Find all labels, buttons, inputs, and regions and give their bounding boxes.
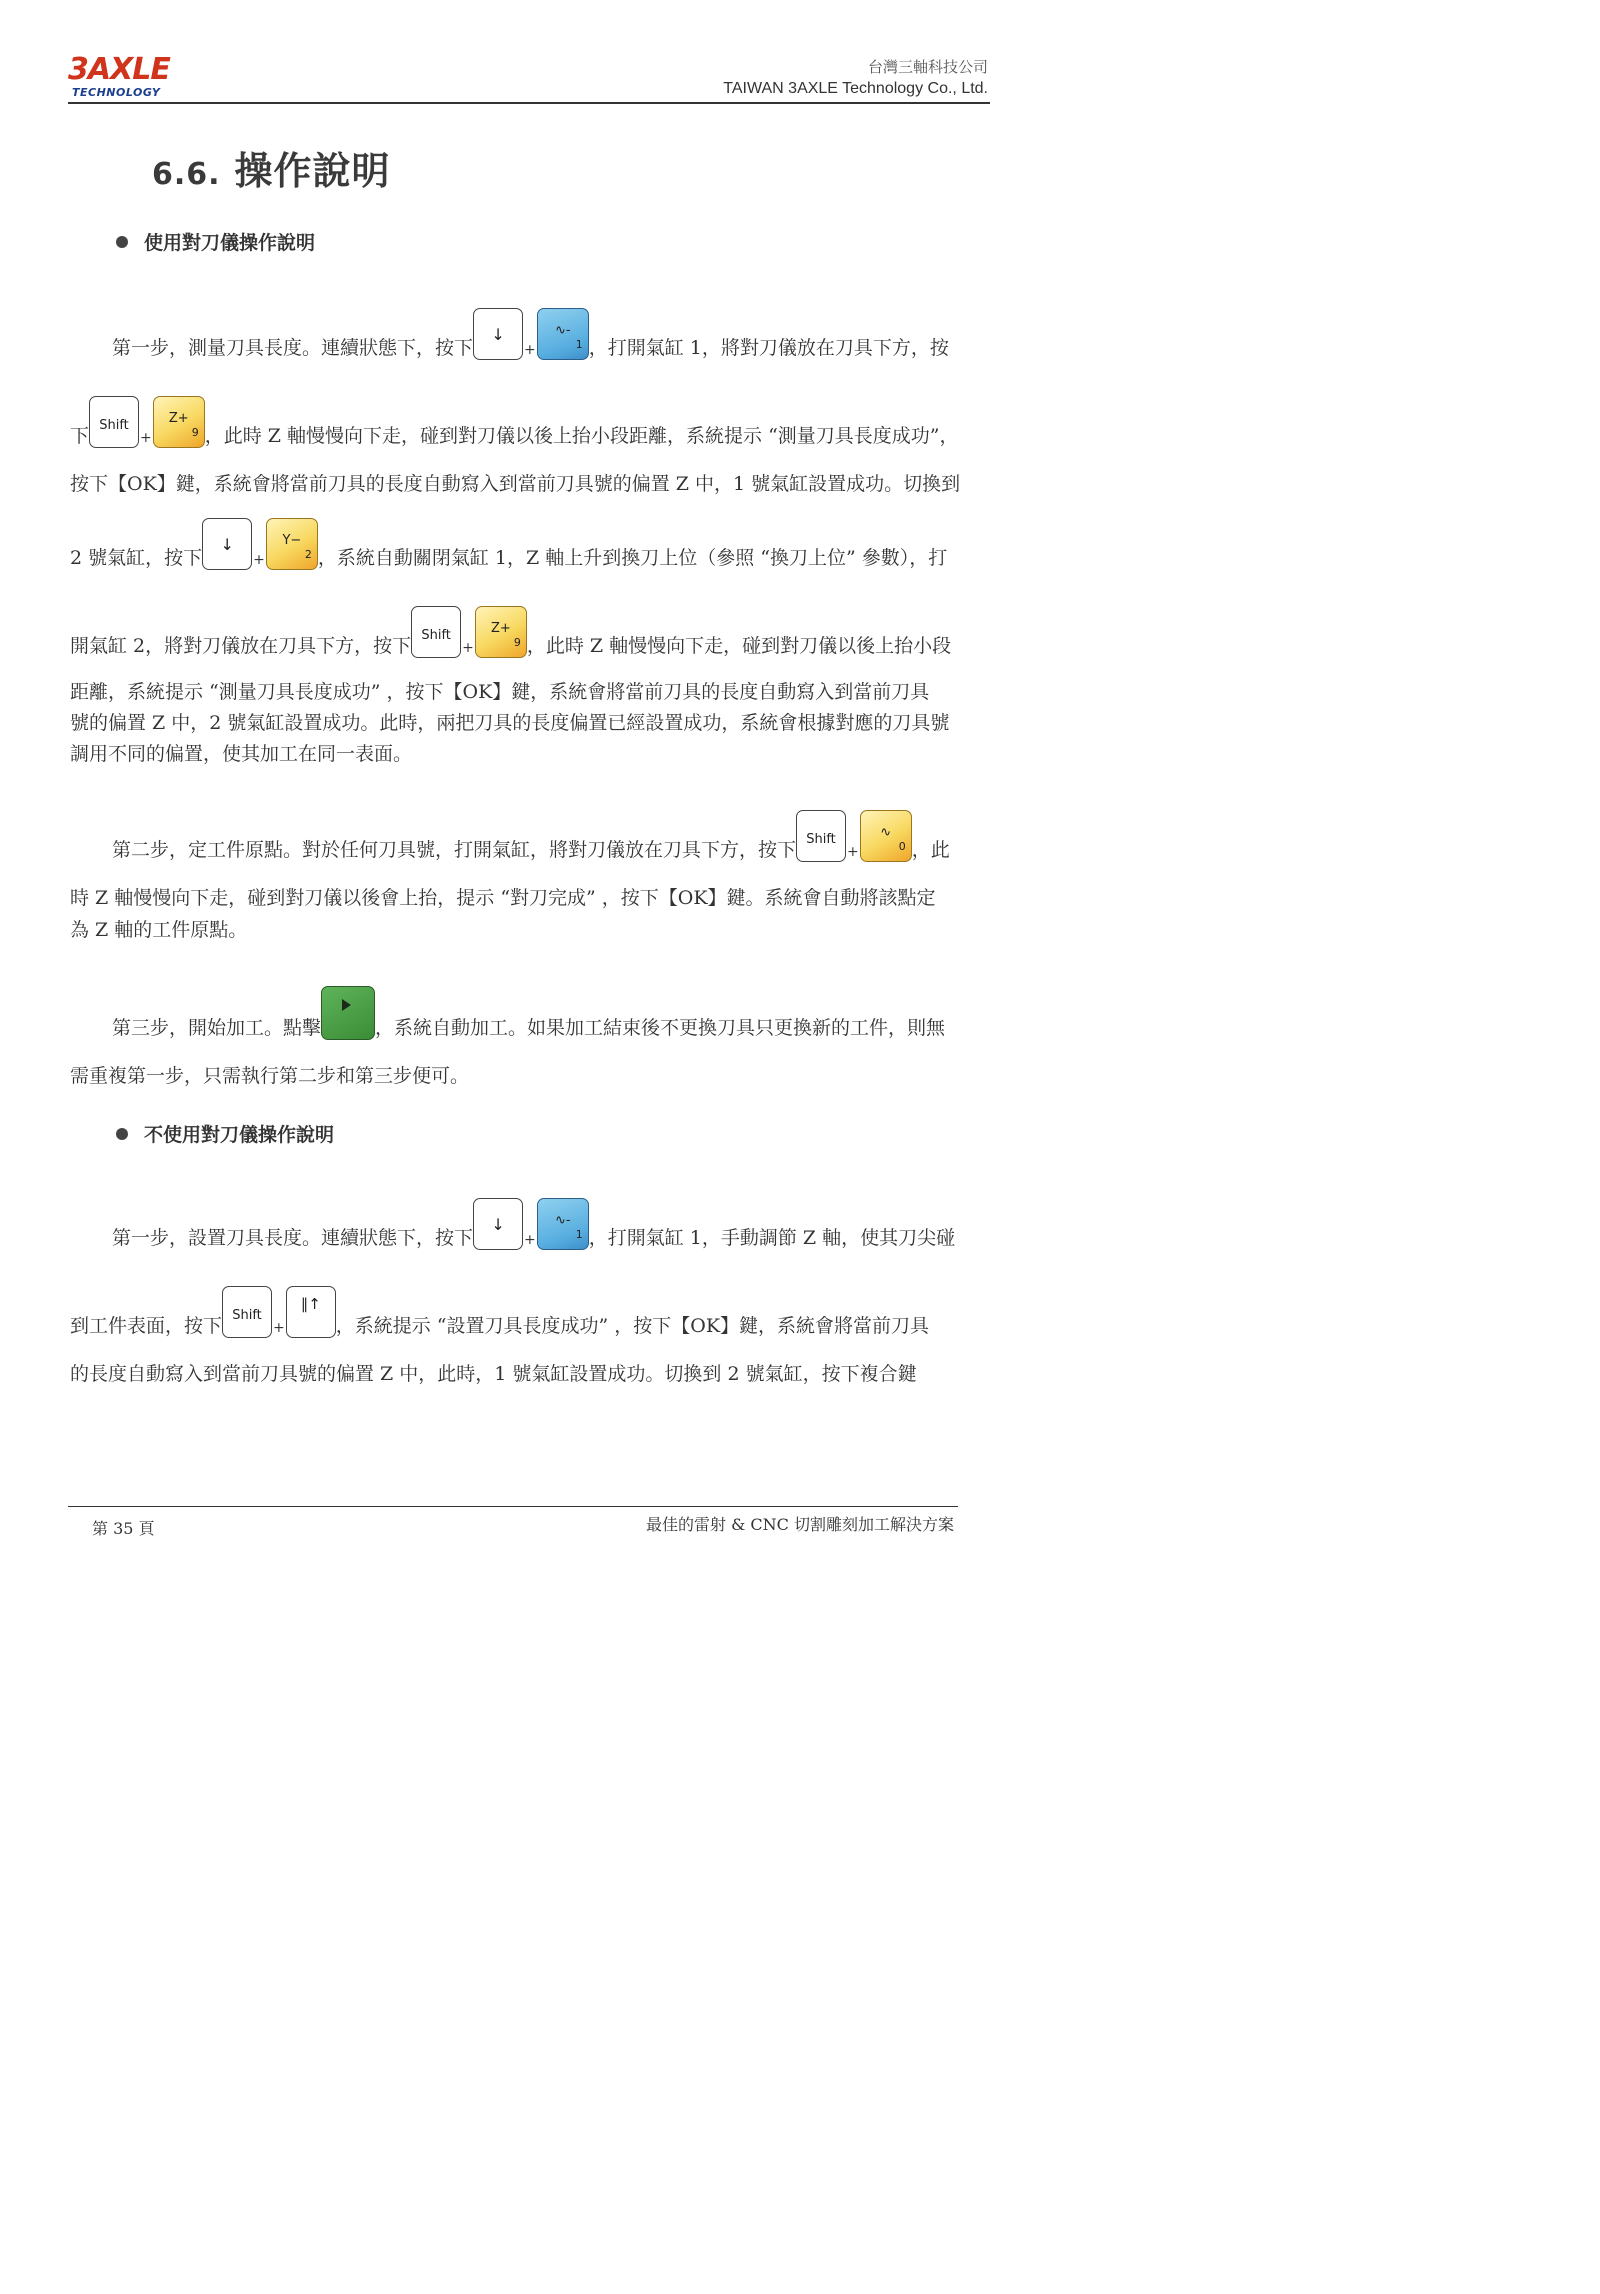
z-plus-key-icon: Z+ 9 [475,606,527,658]
text-segment: ，系統自動加工。如果加工結束後不更換刀具只更換新的工件，則無 [375,1017,946,1039]
page-number: 第 35 頁 [92,1519,155,1538]
shift-key-icon: Shift [796,810,846,862]
p3-line-1 [112,986,945,1040]
p1-line-2: 下 Shift + Z+ 9 ，此時 Z 軸慢慢向下走，碰到對刀儀以後上抬小段距離，系統提示 “測量刀具長度成功”， [70,396,959,450]
company-name-en: TAIWAN 3AXLE Technology Co., Ltd. [723,80,988,97]
p2-line-1: 第二步，定工件原點。對於任何刀具號，打開氣缸，將對刀儀放在刀具下方，按下 Shift + ∿ 0 ，此 [112,810,950,864]
text-segment: ，打開氣缸 1，手動調節 Z 軸，使其刀尖碰 [588,1227,956,1249]
shift-key-icon: Shift [411,606,461,658]
p2-line-2: 時 Z 軸慢慢向下走，碰到對刀儀以後會上抬，提示 “對刀完成” ，按下【OK】鍵。系統會自動將該點定 [70,887,936,909]
p1-line-1: 第一步，測量刀具長度。連續狀態下，按下 ↓ + ∿- 1 ，打開氣缸 1，將對刀儀放在刀具下方，按 [112,308,949,362]
p1-line-4: 2 號氣缸，按下 ↓ + Y− 2 ，系統自動關閉氣缸 1，Z 軸上升到換刀上位（參照 “換刀上位” 參數），打 [70,518,947,572]
company-name-zh: 台灣三軸科技公司 [867,58,988,76]
text-segment: 第二步，定工件原點。對於任何刀具號，打開氣缸，將對刀儀放在刀具下方，按下 [112,839,797,861]
text-segment: 第一步，測量刀具長度。連續狀態下，按下 [112,337,474,359]
bullet-dot-icon [116,1128,128,1140]
section-title-text: 操作說明 [234,149,391,193]
p2-line-3: 為 Z 軸的工件原點。 [70,919,248,941]
p3-line-2: 需重複第一步，只需執行第二步和第三步便可。 [70,1065,470,1087]
pause-up-key-icon: ∥↑ [286,1286,336,1338]
company-logo [68,52,198,104]
bullet-heading-text: 不使用對刀儀操作說明 [144,1124,335,1146]
text-segment: ，系統自動關閉氣缸 1，Z 軸上升到換刀上位（參照 “換刀上位” 參數），打 [317,547,948,569]
z-plus-key-icon: Z+ 9 [153,396,205,448]
p1-line-7: 號的偏置 Z 中，2 號氣缸設置成功。此時，兩把刀具的長度偏置已經設置成功，系統會根據對應的刀具號 [70,712,950,734]
down-arrow-key-icon: ↓ [473,308,523,360]
bullet-dot-icon [116,236,128,248]
bullet-heading-without-setter [116,1120,334,1147]
q1-line-3: 的長度自動寫入到當前刀具號的偏置 Z 中，此時，1 號氣缸設置成功。切換到 2 號氣缸，按下複合鍵 [70,1363,917,1385]
text-segment: ，此 [911,839,950,861]
text-segment: 下 [70,425,90,447]
start-cycle-key-icon [321,986,375,1040]
footer-slogan: 最佳的雷射 & CNC 切割雕刻加工解決方案 [646,1515,954,1534]
p1-line-8: 調用不同的偏置，使其加工在同一表面。 [70,743,413,765]
text-segment: ，此時 Z 軸慢慢向下走，碰到對刀儀以後上抬小段距離，系統提示 “測量刀具長度成功”， [204,425,959,447]
down-arrow-key-icon: ↓ [202,518,252,570]
y-minus-key-icon: Y− 2 [266,518,318,570]
text-segment: 第三步，開始加工。點擊 [112,1017,322,1039]
text-segment: 2 號氣缸，按下 [70,547,203,569]
down-arrow-key-icon: ↓ [473,1198,523,1250]
q1-line-2: 到工件表面，按下 Shift + ∥↑ ，系統提示 “設置刀具長度成功” ，按下【OK】鍵，系統會將當前刀具 [70,1286,929,1340]
p1-line-3: 按下【OK】鍵，系統會將當前刀具的長度自動寫入到當前刀具號的偏置 Z 中，1 號氣缸設置成功。切換到 [70,473,961,495]
q1-line-1: 第一步，設置刀具長度。連續狀態下，按下 ↓ + ∿- 1 ，打開氣缸 1，手動調節 Z 軸，使其刀尖碰 [112,1198,955,1252]
text-segment: ，打開氣缸 1，將對刀儀放在刀具下方，按 [588,337,949,359]
footer-divider [68,1506,958,1507]
wave-0-key-icon: ∿ 0 [860,810,912,862]
logo-subtext: TECHNOLOGY [72,86,161,99]
text-segment: ，系統提示 “設置刀具長度成功” ，按下【OK】鍵，系統會將當前刀具 [335,1315,930,1337]
text-segment: 開氣缸 2，將對刀儀放在刀具下方，按下 [70,635,412,657]
header-divider [68,102,990,104]
shift-key-icon: Shift [89,396,139,448]
section-title [152,140,391,195]
air-cylinder-1-key-icon: ∿- 1 [537,1198,589,1250]
text-segment: 到工件表面，按下 [70,1315,223,1337]
p1-line-6: 距離，系統提示 “測量刀具長度成功” ，按下【OK】鍵，系統會將當前刀具的長度自動寫入到當前刀具 [70,681,930,703]
air-cylinder-1-key-icon: ∿- 1 [537,308,589,360]
logo-text: 3AXLE [68,52,170,87]
bullet-heading-text: 使用對刀儀操作說明 [144,232,316,254]
section-number: 6.6. [152,157,221,192]
p1-line-5: 開氣缸 2，將對刀儀放在刀具下方，按下 Shift + Z+ 9 ，此時 Z 軸慢慢向下走，碰到對刀儀以後上抬小段 [70,606,951,660]
bullet-heading-with-setter [116,228,315,255]
text-segment: 第一步，設置刀具長度。連續狀態下，按下 [112,1227,474,1249]
shift-key-icon: Shift [222,1286,272,1338]
text-segment: ，此時 Z 軸慢慢向下走，碰到對刀儀以後上抬小段 [526,635,952,657]
